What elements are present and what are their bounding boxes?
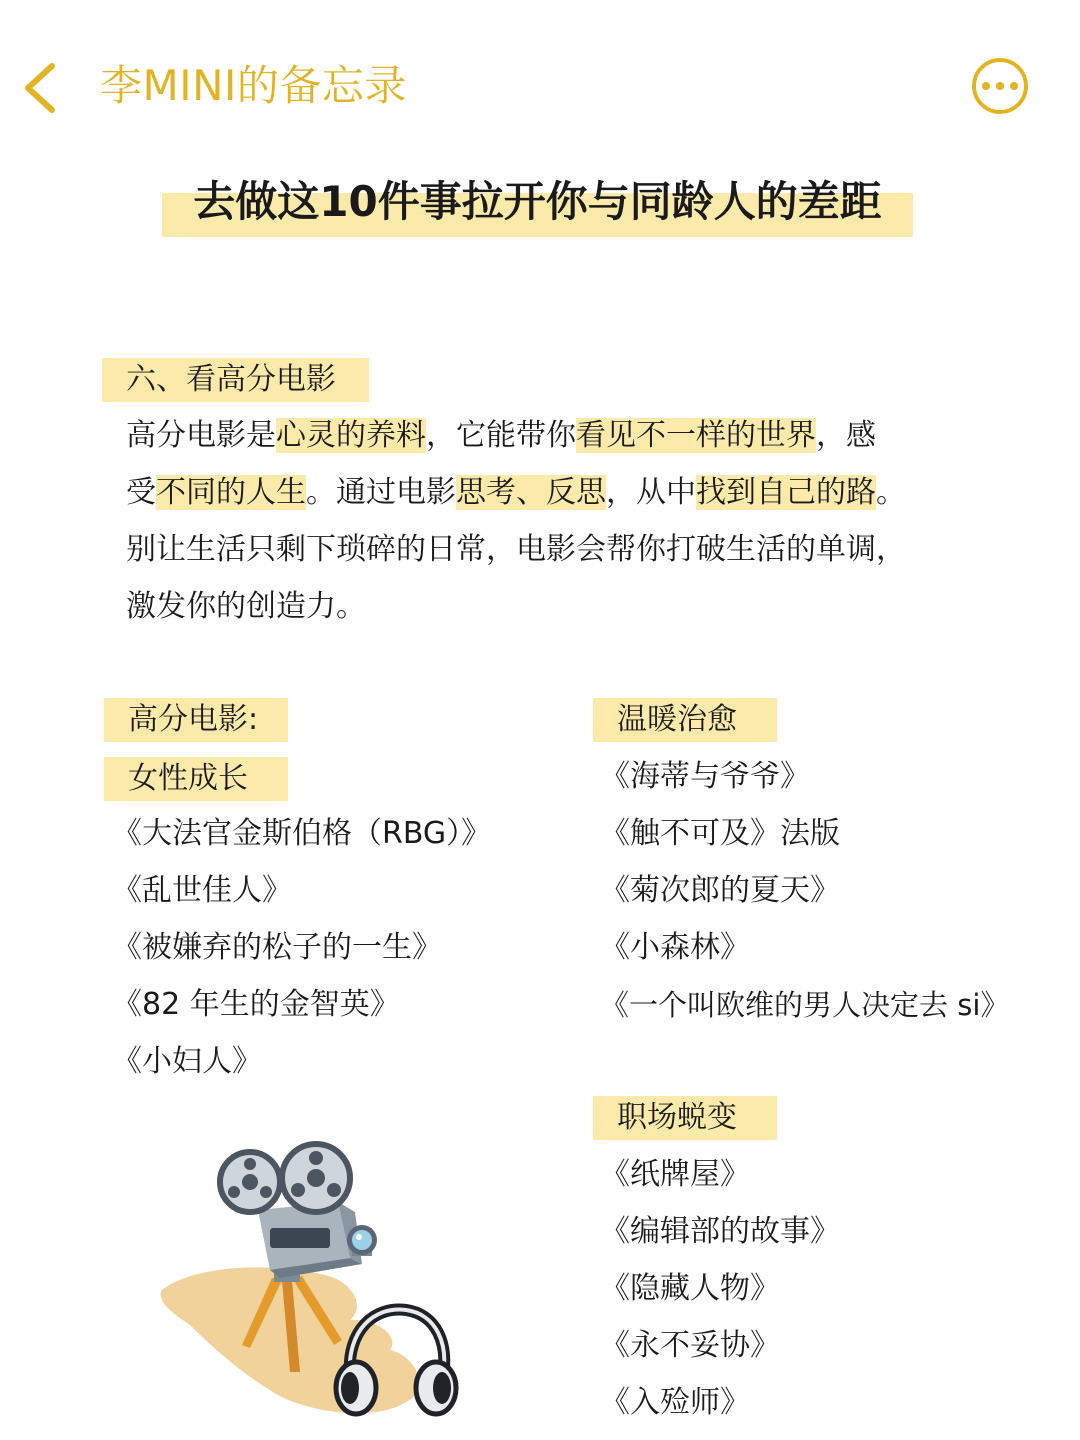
movie-item: 《小森林》 bbox=[600, 930, 750, 965]
movie-item: 《隐藏人物》 bbox=[600, 1271, 780, 1306]
movie-item: 《入殓师》 bbox=[600, 1385, 750, 1420]
movie-item: 《一个叫欧维的男人决定去 si》 bbox=[600, 988, 1010, 1022]
film-projector-illustration bbox=[150, 1140, 470, 1430]
movie-item: 《82 年生的金智英》 bbox=[112, 987, 400, 1022]
text: ，它能带你 bbox=[426, 418, 576, 453]
category-heading-career: 职场蜕变 bbox=[593, 1096, 777, 1140]
category-heading-female-growth: 女性成长 bbox=[104, 757, 288, 801]
movie-item: 《海蒂与爷爷》 bbox=[600, 759, 810, 794]
movie-item: 《触不可及》法版 bbox=[600, 816, 840, 851]
movie-item: 《大法官金斯伯格（RBG）》 bbox=[112, 816, 492, 851]
more-dots-icon bbox=[982, 82, 990, 90]
more-dot bbox=[996, 82, 1004, 90]
movie-item: 《小妇人》 bbox=[112, 1044, 262, 1079]
movie-item: 《永不妥协》 bbox=[600, 1328, 780, 1363]
highlighted-text: 思考、反思 bbox=[456, 475, 606, 510]
app-title: 李MINI的备忘录 bbox=[100, 61, 407, 110]
more-options-button[interactable] bbox=[972, 58, 1028, 114]
text: 高分电影是 bbox=[126, 418, 276, 453]
page-headline: 去做这10件事拉开你与同龄人的差距 bbox=[193, 177, 882, 226]
movie-item: 《乱世佳人》 bbox=[112, 873, 292, 908]
paragraph-line-4: 激发你的创造力。 bbox=[126, 589, 366, 624]
back-button[interactable] bbox=[18, 58, 74, 118]
movie-item: 《被嫌弃的松子的一生》 bbox=[112, 930, 442, 965]
list-heading-high-score: 高分电影: bbox=[104, 698, 288, 742]
movie-item: 《纸牌屋》 bbox=[600, 1157, 750, 1192]
paragraph-line-2 bbox=[126, 471, 906, 515]
highlighted-text: 找到自己的路 bbox=[696, 475, 876, 510]
highlighted-text: 心灵的养料 bbox=[276, 418, 426, 453]
more-dot bbox=[1010, 82, 1018, 90]
text: 。通过电影 bbox=[306, 475, 456, 510]
text: 受 bbox=[126, 475, 156, 510]
highlighted-text: 看见不一样的世界 bbox=[576, 418, 816, 453]
movie-item: 《编辑部的故事》 bbox=[600, 1214, 840, 1249]
text: ，感 bbox=[816, 418, 876, 453]
highlighted-text: 不同的人生 bbox=[156, 475, 306, 510]
paragraph-line-3: 别让生活只剩下琐碎的日常，电影会帮你打破生活的单调， bbox=[126, 532, 906, 567]
chevron-left-icon bbox=[18, 58, 74, 118]
text: 。 bbox=[876, 475, 906, 510]
section-heading: 六、看高分电影 bbox=[102, 358, 369, 402]
paragraph-line-1 bbox=[126, 414, 876, 458]
text: ，从中 bbox=[606, 475, 696, 510]
category-heading-healing: 温暖治愈 bbox=[593, 698, 777, 742]
movie-item: 《菊次郎的夏天》 bbox=[600, 873, 840, 908]
